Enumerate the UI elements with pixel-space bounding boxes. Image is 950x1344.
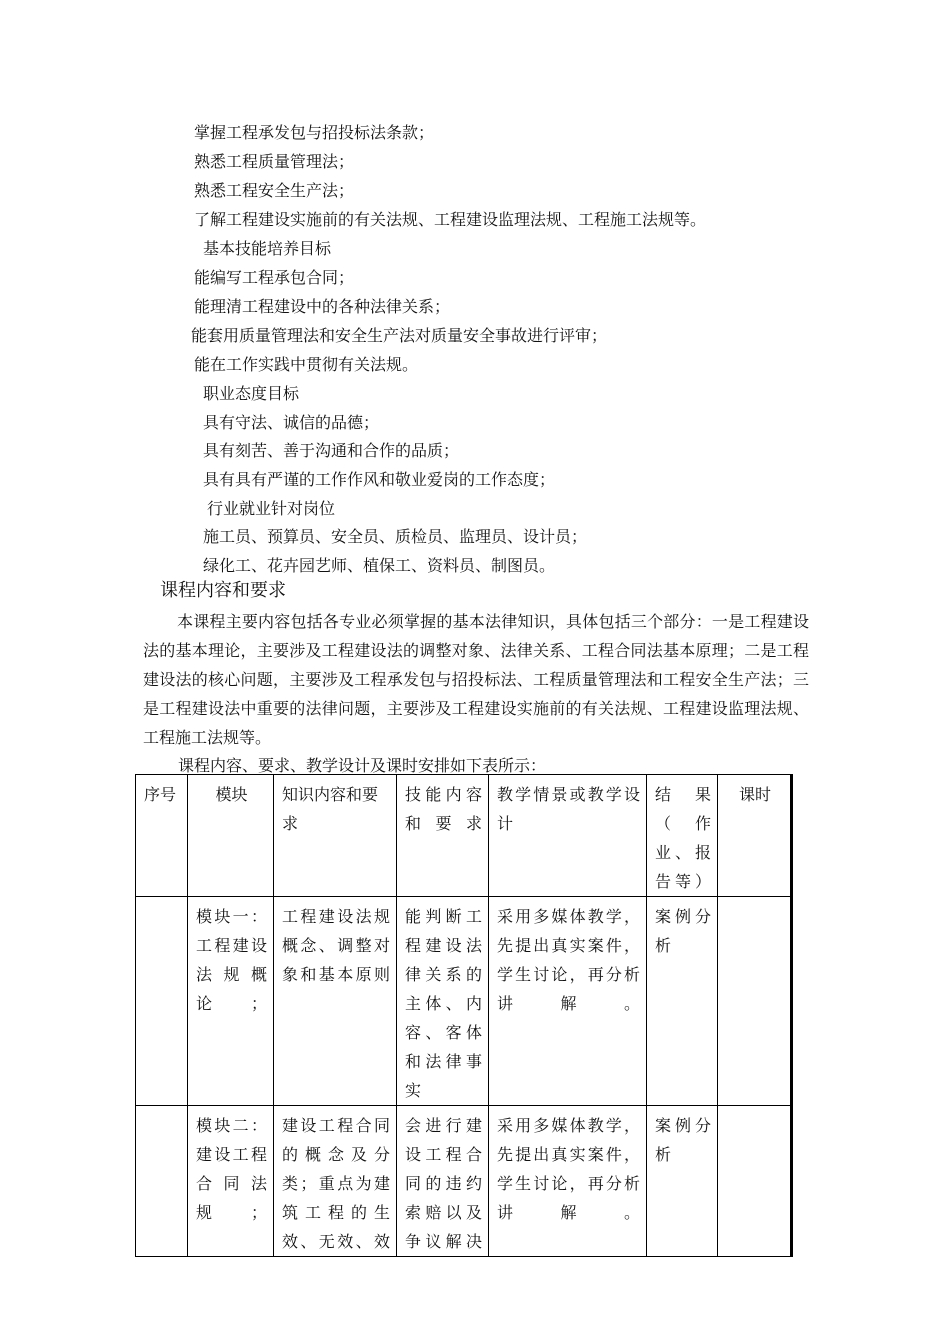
row-hours [718, 897, 792, 1106]
row-skill: 能判断工程建设法律关系的主体、内容、客体和法律事实 [397, 897, 489, 1106]
header-knowledge: 知识内容和要求 [274, 775, 397, 897]
row-module: 模块一：工程建设法规概论； [188, 897, 274, 1106]
table-intro: 课程内容、要求、教学设计及课时安排如下表所示： [178, 756, 547, 775]
row-knowledge: 建设工程合同的概念及分类；重点为建筑工程的生效、无效、效 [274, 1106, 397, 1257]
row-result: 案例分析 [647, 1106, 718, 1257]
jobs-item-1: 施工员、预算员、安全员、质检员、监理员、设计员； [203, 527, 588, 546]
attitude-item-3: 具有具有严谨的工作作风和敬业爱岗的工作态度； [203, 470, 556, 489]
row-no [136, 1106, 188, 1257]
row-result: 案例分析 [647, 897, 718, 1106]
skills-heading: 基本技能培养目标 [203, 239, 332, 258]
header-module: 模块 [188, 775, 274, 897]
table-row [136, 897, 792, 1106]
row-teaching: 采用多媒体教学，先提出真实案件，学生讨论，再分析讲解。 [489, 897, 647, 1106]
row-no [136, 897, 188, 1106]
row-knowledge: 工程建设法规概念、调整对象和基本原则 [274, 897, 397, 1106]
row-module: 模块二：建设工程合同法规； [188, 1106, 274, 1257]
attitude-item-1: 具有守法、诚信的品德； [203, 413, 380, 432]
table-header-row [136, 775, 792, 897]
course-table [135, 774, 793, 1257]
skill-item-4: 能在工作实践中贯彻有关法规。 [194, 355, 419, 374]
skill-item-3: 能套用质量管理法和安全生产法对质量安全事故进行评审； [191, 326, 608, 345]
section-title: 课程内容和要求 [160, 580, 286, 601]
row-skill: 会进行建设工程合同的违约索赔以及争议解决 [397, 1106, 489, 1257]
jobs-heading: 行业就业针对岗位 [207, 499, 336, 518]
header-skill: 技能内容和要求 [397, 775, 489, 897]
knowledge-goal-2: 熟悉工程质量管理法； [194, 152, 355, 171]
knowledge-goal-3: 熟悉工程安全生产法； [194, 181, 355, 200]
section-paragraph: 本课程主要内容包括各专业必须掌握的基本法律知识，具体包括三个部分：一是工程建设法的基本理论，主要涉及工程建设法的调整对象、法律关系、工程合同法基本原理；二是工程建设法的核心问题，主要涉及工程承发包与招投标法、工程质量管理法和工程安全生产法；三是工程建设法中重要的法律问题，主要涉及工程建设实施前的有关法规、工程建设监理法规、工程施工法规等。 [143, 612, 809, 747]
table-row [136, 1106, 792, 1257]
attitude-heading: 职业态度目标 [203, 384, 300, 403]
skill-item-2: 能理清工程建设中的各种法律关系； [194, 297, 451, 316]
skill-item-1: 能编写工程承包合同； [194, 268, 355, 287]
header-no: 序号 [136, 775, 188, 897]
jobs-item-2: 绿化工、花卉园艺师、植保工、资料员、制图员。 [203, 556, 556, 575]
knowledge-goal-1: 掌握工程承发包与招投标法条款； [194, 123, 435, 142]
knowledge-goal-4: 了解工程建设实施前的有关法规、工程建设监理法规、工程施工法规等。 [194, 210, 707, 229]
header-result: 结果（作业、报告等） [647, 775, 718, 897]
row-teaching: 采用多媒体教学，先提出真实案件，学生讨论，再分析讲解。 [489, 1106, 647, 1257]
row-hours [718, 1106, 792, 1257]
header-hours: 课时 [718, 775, 792, 897]
header-teaching: 教学情景或教学设计 [489, 775, 647, 897]
attitude-item-2: 具有刻苦、善于沟通和合作的品质； [203, 441, 460, 460]
